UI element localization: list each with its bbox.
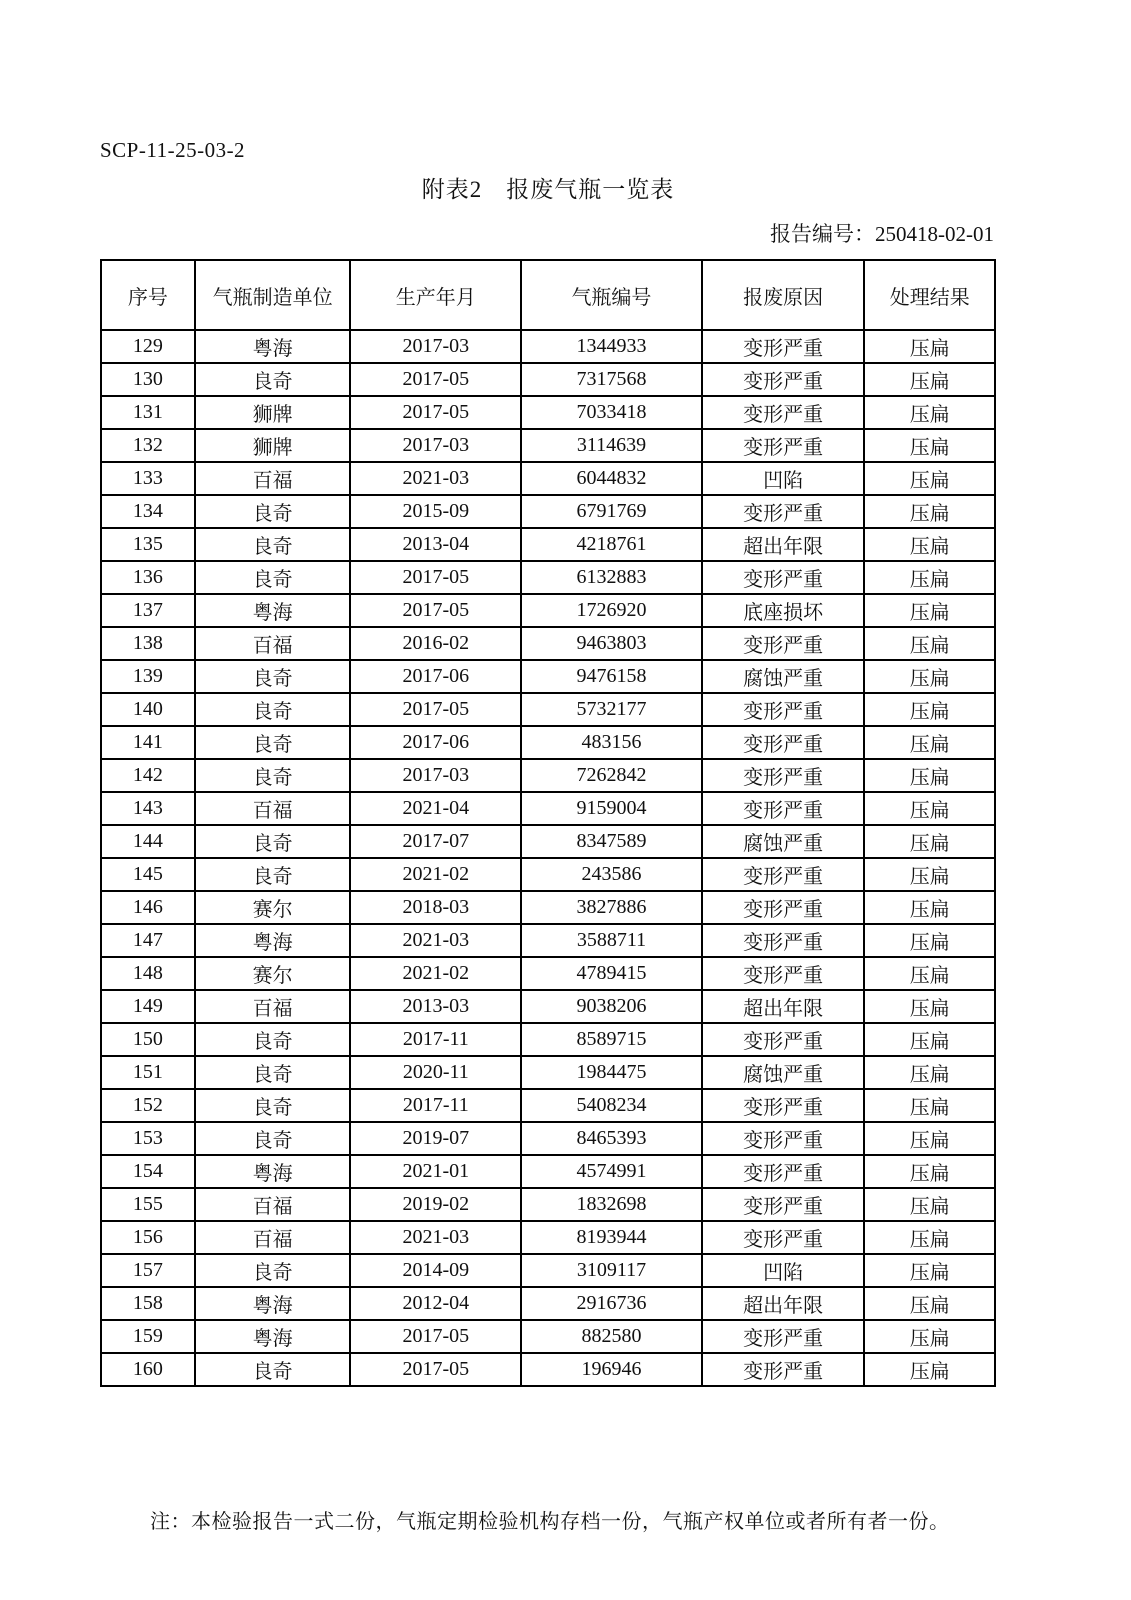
table-cell: 2013-03 bbox=[350, 990, 521, 1023]
table-cell: 百福 bbox=[195, 1188, 351, 1221]
table-cell: 8347589 bbox=[521, 825, 702, 858]
table-cell: 压扁 bbox=[864, 429, 995, 462]
table-cell: 3827886 bbox=[521, 891, 702, 924]
table-cell: 131 bbox=[101, 396, 195, 429]
table-row bbox=[101, 1353, 995, 1386]
table-cell: 2015-09 bbox=[350, 495, 521, 528]
table-cell: 141 bbox=[101, 726, 195, 759]
table-cell: 135 bbox=[101, 528, 195, 561]
table-row bbox=[101, 561, 995, 594]
table-cell: 底座损坏 bbox=[702, 594, 865, 627]
header-cell-scrap-reason: 报废原因 bbox=[702, 260, 865, 330]
table-cell: 狮牌 bbox=[195, 396, 351, 429]
table-cell: 152 bbox=[101, 1089, 195, 1122]
table-cell: 粤海 bbox=[195, 924, 351, 957]
table-cell: 7033418 bbox=[521, 396, 702, 429]
table-cell: 2017-06 bbox=[350, 726, 521, 759]
table-row bbox=[101, 495, 995, 528]
table-cell: 2021-01 bbox=[350, 1155, 521, 1188]
table-row bbox=[101, 462, 995, 495]
header-cell-cylinder-no: 气瓶编号 bbox=[521, 260, 702, 330]
table-row bbox=[101, 396, 995, 429]
table-cell: 153 bbox=[101, 1122, 195, 1155]
table-cell: 良奇 bbox=[195, 528, 351, 561]
table-cell: 压扁 bbox=[864, 495, 995, 528]
table-cell: 良奇 bbox=[195, 1023, 351, 1056]
table-cell: 2017-05 bbox=[350, 693, 521, 726]
table-cell: 8193944 bbox=[521, 1221, 702, 1254]
table-cell: 良奇 bbox=[195, 363, 351, 396]
table-cell: 140 bbox=[101, 693, 195, 726]
table-cell: 4789415 bbox=[521, 957, 702, 990]
table-row bbox=[101, 825, 995, 858]
table-cell: 压扁 bbox=[864, 891, 995, 924]
table-row bbox=[101, 660, 995, 693]
table-cell: 压扁 bbox=[864, 693, 995, 726]
table-cell: 百福 bbox=[195, 792, 351, 825]
table-row bbox=[101, 330, 995, 363]
table-cell: 良奇 bbox=[195, 1089, 351, 1122]
table-cell: 良奇 bbox=[195, 858, 351, 891]
table-cell: 159 bbox=[101, 1320, 195, 1353]
table-cell: 150 bbox=[101, 1023, 195, 1056]
table-cell: 变形严重 bbox=[702, 726, 865, 759]
table-cell: 变形严重 bbox=[702, 1320, 865, 1353]
table-cell: 2017-05 bbox=[350, 561, 521, 594]
table-row bbox=[101, 1122, 995, 1155]
table-cell: 粤海 bbox=[195, 1155, 351, 1188]
header-cell-production-date: 生产年月 bbox=[350, 260, 521, 330]
table-cell: 变形严重 bbox=[702, 1353, 865, 1386]
table-cell: 2021-03 bbox=[350, 924, 521, 957]
table-cell: 1984475 bbox=[521, 1056, 702, 1089]
table-cell: 变形严重 bbox=[702, 858, 865, 891]
table-cell: 变形严重 bbox=[702, 363, 865, 396]
table-cell: 2017-05 bbox=[350, 1320, 521, 1353]
report-number-line bbox=[100, 218, 996, 248]
table-cell: 变形严重 bbox=[702, 627, 865, 660]
table-cell: 130 bbox=[101, 363, 195, 396]
document-content bbox=[100, 138, 996, 1387]
table-cell: 2017-11 bbox=[350, 1023, 521, 1056]
table-cell: 9463803 bbox=[521, 627, 702, 660]
table-row bbox=[101, 693, 995, 726]
document-code: SCP-11-25-03-2 bbox=[100, 138, 246, 162]
table-cell: 1726920 bbox=[521, 594, 702, 627]
table-cell: 变形严重 bbox=[702, 429, 865, 462]
table-cell: 160 bbox=[101, 1353, 195, 1386]
table-cell: 151 bbox=[101, 1056, 195, 1089]
table-cell: 良奇 bbox=[195, 693, 351, 726]
table-cell: 腐蚀严重 bbox=[702, 660, 865, 693]
table-cell: 133 bbox=[101, 462, 195, 495]
table-cell: 137 bbox=[101, 594, 195, 627]
table-cell: 压扁 bbox=[864, 1353, 995, 1386]
table-cell: 狮牌 bbox=[195, 429, 351, 462]
table-cell: 9476158 bbox=[521, 660, 702, 693]
table-cell: 压扁 bbox=[864, 1287, 995, 1320]
table-cell: 粤海 bbox=[195, 1287, 351, 1320]
table-cell: 196946 bbox=[521, 1353, 702, 1386]
table-cell: 483156 bbox=[521, 726, 702, 759]
table-cell: 145 bbox=[101, 858, 195, 891]
table-cell: 腐蚀严重 bbox=[702, 825, 865, 858]
table-row bbox=[101, 1221, 995, 1254]
table-cell: 压扁 bbox=[864, 1089, 995, 1122]
table-cell: 变形严重 bbox=[702, 396, 865, 429]
table-cell: 149 bbox=[101, 990, 195, 1023]
table-cell: 2916736 bbox=[521, 1287, 702, 1320]
table-cell: 百福 bbox=[195, 990, 351, 1023]
table-row bbox=[101, 1089, 995, 1122]
table-cell: 2017-03 bbox=[350, 330, 521, 363]
table-cell: 2017-05 bbox=[350, 594, 521, 627]
table-cell: 148 bbox=[101, 957, 195, 990]
table-cell: 2017-11 bbox=[350, 1089, 521, 1122]
table-row bbox=[101, 726, 995, 759]
footnote: 注：本检验报告一式二份，气瓶定期检验机构存档一份，气瓶产权单位或者所有者一份。 bbox=[150, 1511, 950, 1533]
table-cell: 6132883 bbox=[521, 561, 702, 594]
table-cell: 良奇 bbox=[195, 726, 351, 759]
table-cell: 2017-03 bbox=[350, 759, 521, 792]
table-cell: 2012-04 bbox=[350, 1287, 521, 1320]
table-cell: 243586 bbox=[521, 858, 702, 891]
table-cell: 压扁 bbox=[864, 990, 995, 1023]
header-cell-disposal-result: 处理结果 bbox=[864, 260, 995, 330]
table-cell: 157 bbox=[101, 1254, 195, 1287]
table-row bbox=[101, 1320, 995, 1353]
table-cell: 凹陷 bbox=[702, 1254, 865, 1287]
table-cell: 4574991 bbox=[521, 1155, 702, 1188]
table-row bbox=[101, 1023, 995, 1056]
table-cell: 良奇 bbox=[195, 825, 351, 858]
table-cell: 变形严重 bbox=[702, 561, 865, 594]
table-row bbox=[101, 792, 995, 825]
table-cell: 7317568 bbox=[521, 363, 702, 396]
document-title: 附表2 报废气瓶一览表 bbox=[421, 177, 675, 202]
table-cell: 良奇 bbox=[195, 1122, 351, 1155]
table-row bbox=[101, 759, 995, 792]
table-cell: 8465393 bbox=[521, 1122, 702, 1155]
table-cell: 7262842 bbox=[521, 759, 702, 792]
table-cell: 压扁 bbox=[864, 1155, 995, 1188]
table-cell: 变形严重 bbox=[702, 759, 865, 792]
table-row bbox=[101, 924, 995, 957]
scrap-table-body bbox=[101, 330, 995, 1386]
table-cell: 粤海 bbox=[195, 330, 351, 363]
table-cell: 良奇 bbox=[195, 759, 351, 792]
table-cell: 2020-11 bbox=[350, 1056, 521, 1089]
table-cell: 5408234 bbox=[521, 1089, 702, 1122]
table-cell: 2017-07 bbox=[350, 825, 521, 858]
table-cell: 2017-05 bbox=[350, 1353, 521, 1386]
table-cell: 3114639 bbox=[521, 429, 702, 462]
table-cell: 变形严重 bbox=[702, 495, 865, 528]
table-cell: 压扁 bbox=[864, 924, 995, 957]
table-row bbox=[101, 1155, 995, 1188]
table-cell: 2017-03 bbox=[350, 429, 521, 462]
table-cell: 超出年限 bbox=[702, 528, 865, 561]
table-cell: 压扁 bbox=[864, 1320, 995, 1353]
table-cell: 142 bbox=[101, 759, 195, 792]
table-cell: 6044832 bbox=[521, 462, 702, 495]
table-cell: 882580 bbox=[521, 1320, 702, 1353]
table-cell: 143 bbox=[101, 792, 195, 825]
table-cell: 良奇 bbox=[195, 1254, 351, 1287]
table-cell: 2021-02 bbox=[350, 858, 521, 891]
table-cell: 1344933 bbox=[521, 330, 702, 363]
table-cell: 2021-04 bbox=[350, 792, 521, 825]
table-cell: 4218761 bbox=[521, 528, 702, 561]
table-row bbox=[101, 1188, 995, 1221]
table-cell: 5732177 bbox=[521, 693, 702, 726]
table-cell: 变形严重 bbox=[702, 1023, 865, 1056]
report-number-label: 报告编号： bbox=[770, 222, 875, 246]
table-cell: 2013-04 bbox=[350, 528, 521, 561]
table-cell: 变形严重 bbox=[702, 924, 865, 957]
report-number-value: 250418-02-01 bbox=[875, 222, 994, 246]
table-cell: 压扁 bbox=[864, 462, 995, 495]
table-cell: 凹陷 bbox=[702, 462, 865, 495]
table-cell: 136 bbox=[101, 561, 195, 594]
table-cell: 变形严重 bbox=[702, 1155, 865, 1188]
table-cell: 154 bbox=[101, 1155, 195, 1188]
table-cell: 超出年限 bbox=[702, 990, 865, 1023]
table-cell: 2014-09 bbox=[350, 1254, 521, 1287]
table-cell: 139 bbox=[101, 660, 195, 693]
table-cell: 2021-03 bbox=[350, 1221, 521, 1254]
table-cell: 粤海 bbox=[195, 1320, 351, 1353]
table-cell: 腐蚀严重 bbox=[702, 1056, 865, 1089]
table-cell: 百福 bbox=[195, 627, 351, 660]
table-cell: 压扁 bbox=[864, 396, 995, 429]
table-cell: 良奇 bbox=[195, 660, 351, 693]
table-cell: 156 bbox=[101, 1221, 195, 1254]
table-cell: 变形严重 bbox=[702, 957, 865, 990]
table-cell: 良奇 bbox=[195, 1056, 351, 1089]
table-row bbox=[101, 891, 995, 924]
table-cell: 压扁 bbox=[864, 363, 995, 396]
table-cell: 158 bbox=[101, 1287, 195, 1320]
table-row bbox=[101, 594, 995, 627]
header-cell-serial-no: 序号 bbox=[101, 260, 195, 330]
table-cell: 压扁 bbox=[864, 660, 995, 693]
table-cell: 压扁 bbox=[864, 1056, 995, 1089]
table-cell: 变形严重 bbox=[702, 1221, 865, 1254]
table-cell: 3588711 bbox=[521, 924, 702, 957]
table-cell: 变形严重 bbox=[702, 1122, 865, 1155]
table-cell: 134 bbox=[101, 495, 195, 528]
table-row bbox=[101, 528, 995, 561]
table-cell: 压扁 bbox=[864, 825, 995, 858]
table-row bbox=[101, 429, 995, 462]
table-cell: 138 bbox=[101, 627, 195, 660]
table-cell: 变形严重 bbox=[702, 330, 865, 363]
table-cell: 变形严重 bbox=[702, 1089, 865, 1122]
scrap-cylinder-table bbox=[100, 259, 996, 1387]
table-cell: 压扁 bbox=[864, 726, 995, 759]
table-cell: 2017-06 bbox=[350, 660, 521, 693]
table-cell: 压扁 bbox=[864, 561, 995, 594]
table-cell: 变形严重 bbox=[702, 693, 865, 726]
table-cell: 2021-03 bbox=[350, 462, 521, 495]
table-cell: 9159004 bbox=[521, 792, 702, 825]
table-cell: 赛尔 bbox=[195, 957, 351, 990]
table-cell: 144 bbox=[101, 825, 195, 858]
table-row bbox=[101, 627, 995, 660]
table-cell: 压扁 bbox=[864, 858, 995, 891]
table-cell: 6791769 bbox=[521, 495, 702, 528]
table-cell: 2018-03 bbox=[350, 891, 521, 924]
table-cell: 1832698 bbox=[521, 1188, 702, 1221]
table-cell: 赛尔 bbox=[195, 891, 351, 924]
header-cell-manufacturer: 气瓶制造单位 bbox=[195, 260, 351, 330]
table-cell: 变形严重 bbox=[702, 891, 865, 924]
table-cell: 压扁 bbox=[864, 1122, 995, 1155]
table-cell: 压扁 bbox=[864, 957, 995, 990]
table-row bbox=[101, 363, 995, 396]
table-cell: 压扁 bbox=[864, 330, 995, 363]
table-cell: 8589715 bbox=[521, 1023, 702, 1056]
table-cell: 压扁 bbox=[864, 792, 995, 825]
table-cell: 变形严重 bbox=[702, 792, 865, 825]
table-cell: 147 bbox=[101, 924, 195, 957]
table-row bbox=[101, 1254, 995, 1287]
table-cell: 2019-02 bbox=[350, 1188, 521, 1221]
table-cell: 2016-02 bbox=[350, 627, 521, 660]
table-cell: 压扁 bbox=[864, 1254, 995, 1287]
table-cell: 2019-07 bbox=[350, 1122, 521, 1155]
table-cell: 压扁 bbox=[864, 1188, 995, 1221]
table-cell: 3109117 bbox=[521, 1254, 702, 1287]
table-cell: 129 bbox=[101, 330, 195, 363]
table-header-row bbox=[101, 260, 995, 330]
table-cell: 压扁 bbox=[864, 594, 995, 627]
table-cell: 压扁 bbox=[864, 759, 995, 792]
table-row bbox=[101, 957, 995, 990]
table-cell: 百福 bbox=[195, 1221, 351, 1254]
table-cell: 155 bbox=[101, 1188, 195, 1221]
table-cell: 压扁 bbox=[864, 528, 995, 561]
table-cell: 百福 bbox=[195, 462, 351, 495]
table-cell: 压扁 bbox=[864, 1221, 995, 1254]
table-cell: 压扁 bbox=[864, 627, 995, 660]
table-cell: 粤海 bbox=[195, 594, 351, 627]
table-cell: 132 bbox=[101, 429, 195, 462]
table-cell: 良奇 bbox=[195, 561, 351, 594]
table-row bbox=[101, 1056, 995, 1089]
table-cell: 超出年限 bbox=[702, 1287, 865, 1320]
table-cell: 2017-05 bbox=[350, 363, 521, 396]
table-cell: 良奇 bbox=[195, 1353, 351, 1386]
table-cell: 146 bbox=[101, 891, 195, 924]
table-cell: 9038206 bbox=[521, 990, 702, 1023]
table-row bbox=[101, 990, 995, 1023]
table-row bbox=[101, 858, 995, 891]
table-row bbox=[101, 1287, 995, 1320]
table-cell: 良奇 bbox=[195, 495, 351, 528]
table-cell: 2017-05 bbox=[350, 396, 521, 429]
table-cell: 变形严重 bbox=[702, 1188, 865, 1221]
table-cell: 2021-02 bbox=[350, 957, 521, 990]
table-cell: 压扁 bbox=[864, 1023, 995, 1056]
